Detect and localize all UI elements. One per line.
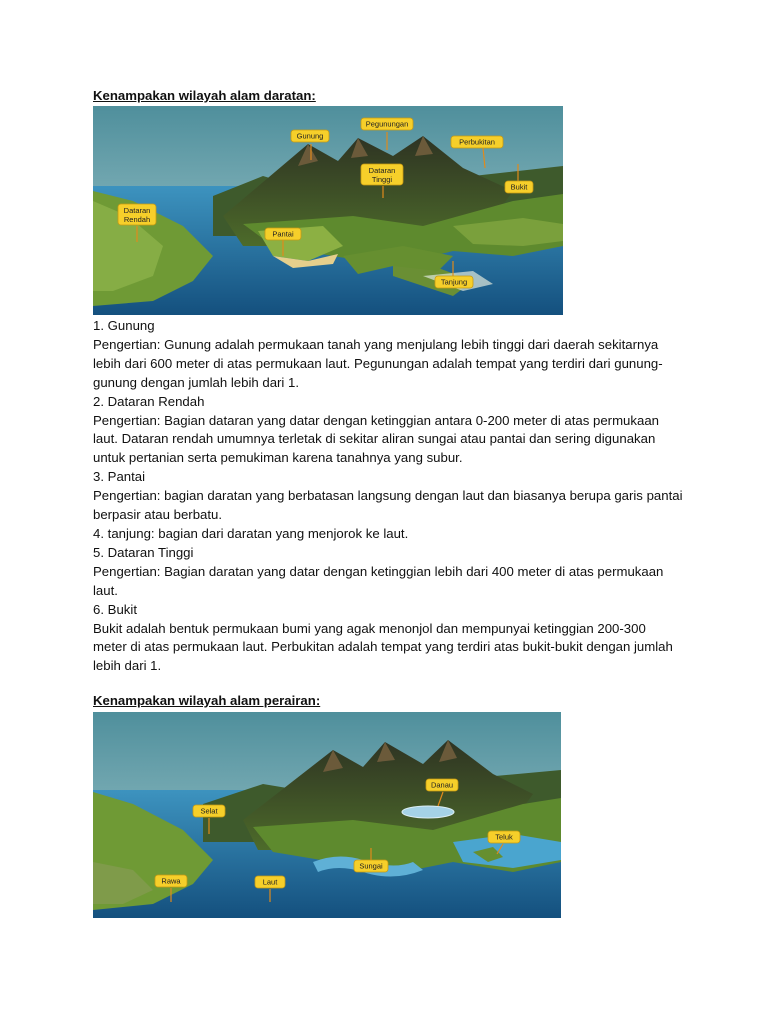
text-line: untuk pertanian serta pemukiman karena tanahnya yang subur. (93, 450, 463, 466)
svg-text:Laut: Laut (262, 877, 278, 887)
svg-text:Danau: Danau (430, 780, 454, 790)
section-body-text (93, 317, 683, 676)
text-line: Bukit adalah bentuk permukaan bumi yang agak menonjol dan mempunyai ketinggian 200-300 (93, 620, 646, 636)
svg-text:Teluk: Teluk (495, 832, 513, 842)
text-line: Pengertian: Bagian dataran yang datar dengan ketinggian antara 0-200 meter di atas permukaan (93, 412, 659, 428)
svg-text:Pegunungan: Pegunungan (365, 119, 409, 129)
water-features-illustration (93, 712, 561, 918)
land-features-illustration (93, 106, 563, 315)
svg-text:Rawa: Rawa (161, 876, 181, 886)
svg-text:Sungai: Sungai (359, 861, 383, 871)
section-heading-daratan: Kenampakan wilayah alam daratan: (93, 88, 316, 103)
svg-text:Pantai: Pantai (272, 229, 294, 239)
svg-text:Dataran: Dataran (368, 166, 396, 175)
text-line: 6. Bukit (93, 601, 137, 617)
text-line: lebih dari 1. (93, 658, 162, 674)
text-line: laut. Dataran rendah umumnya terletak di sekitar aliran sungai atau pantai dan sering digunakan (93, 431, 656, 447)
text-line: Pengertian: Bagian daratan yang datar dengan ketinggian lebih dari 400 meter di atas permukaan (93, 563, 664, 579)
text-line: 5. Dataran Tinggi (93, 544, 194, 560)
text-line: Pengertian: bagian daratan yang berbatasan langsung dengan laut dan biasanya berupa garis pantai (93, 488, 683, 504)
text-line: 4. tanjung: bagian dari daratan yang menjorok ke laut. (93, 525, 409, 541)
svg-text:Tanjung: Tanjung (440, 277, 468, 287)
text-line: 3. Pantai (93, 469, 146, 485)
svg-text:Perbukitan: Perbukitan (459, 137, 495, 147)
svg-text:Tinggi: Tinggi (371, 175, 393, 184)
text-line: gunung dengan jumlah lebih dari 1. (93, 374, 300, 390)
text-line: 1. Gunung (93, 318, 155, 333)
text-line: laut. (93, 582, 118, 598)
svg-text:Rendah: Rendah (123, 215, 151, 224)
text-line: Pengertian: Gunung adalah permukaan tanah yang menjulang lebih tinggi dari daerah sekitarnya (93, 336, 659, 352)
text-line: 2. Dataran Rendah (93, 393, 205, 409)
text-line: lebih dari 600 meter di atas permukaan laut. Pegunungan adalah tempat yang terdiri dari gunung- (93, 355, 663, 371)
svg-text:Dataran: Dataran (123, 206, 151, 215)
svg-text:Bukit: Bukit (510, 182, 528, 192)
text-line: meter di atas permukaan laut. Perbukitan adalah tempat yang terdiri atas bukit-bukit dengan jumlah (93, 639, 673, 655)
svg-text:Selat: Selat (200, 806, 218, 816)
svg-text:Gunung: Gunung (296, 131, 324, 141)
text-line: berpasir atau berbatu. (93, 507, 223, 523)
section-heading-perairan: Kenampakan wilayah alam perairan: (93, 693, 321, 708)
